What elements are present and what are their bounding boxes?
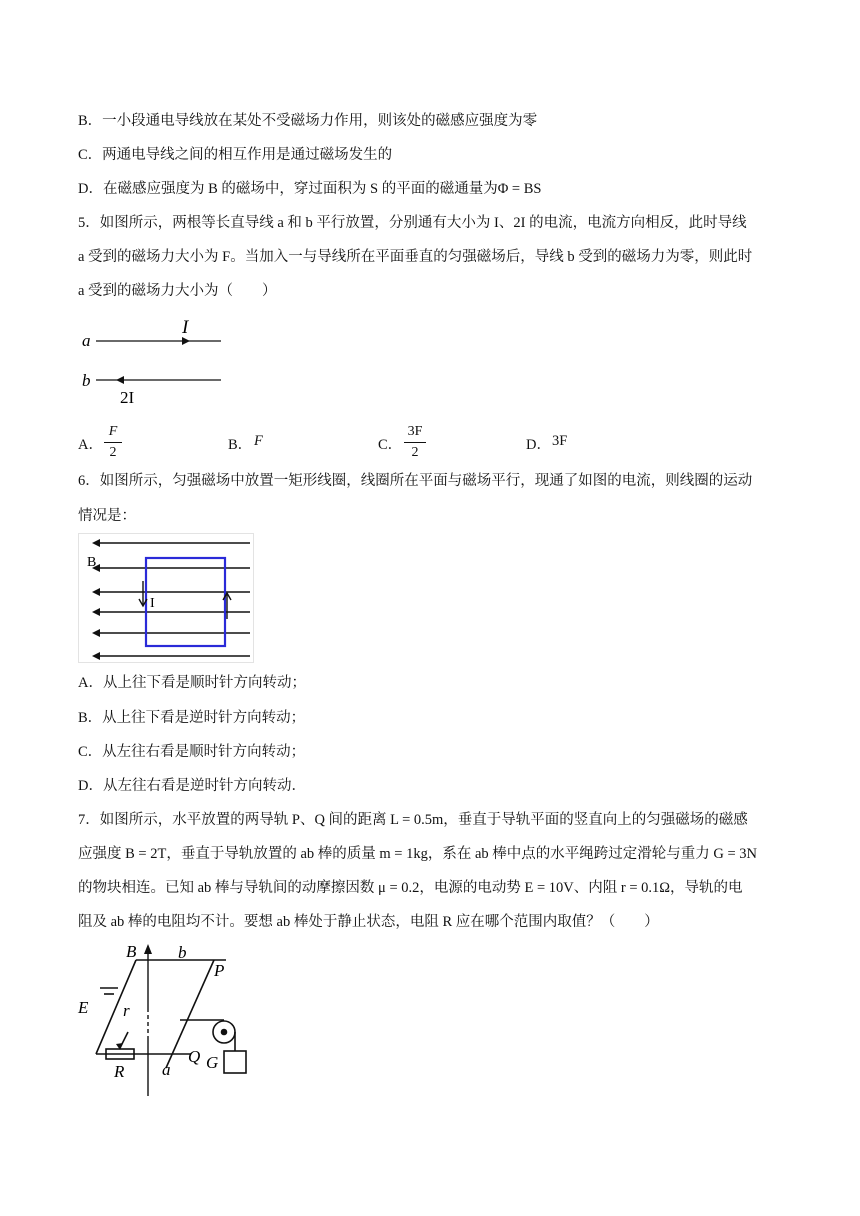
label-q-rail: Q <box>188 1047 201 1066</box>
option-a-label: A． <box>78 437 103 453</box>
q6-option-b[interactable]: B．从上往下看是逆时针方向转动； <box>78 710 306 726</box>
field-b-label: B <box>87 555 97 570</box>
q6-option-d[interactable]: D．从左往右看是逆时针方向转动． <box>78 778 306 794</box>
option-d-label: D． <box>526 437 551 453</box>
wire-b-label: b <box>82 371 91 390</box>
q6-stem-line-2: 情况是： <box>78 508 136 524</box>
q6-stem-line-1: 6．如图所示，匀强磁场中放置一矩形线圈，线圈所在平面与磁场平行，现通了如图的电流，则线圈的运动 <box>78 473 753 489</box>
label-r-internal: r <box>123 1001 130 1020</box>
wire-a-label: a <box>82 331 91 350</box>
q7-stem-line-3: 的物块相连。已知 ab 棒与导轨间的动摩擦因数 μ = 0.2，电源的电动势 E = 10V、内阻 r = 0.1Ω，导轨的电 <box>78 880 743 896</box>
option-c-numerator: 3F <box>407 424 423 439</box>
option-c-fraction <box>404 424 426 461</box>
option-c-denominator: 2 <box>411 445 419 460</box>
option-c-label: C． <box>378 437 403 453</box>
option-a-fraction <box>104 424 122 461</box>
option-a-numerator: F <box>108 424 118 439</box>
option-b-label: B． <box>228 437 253 453</box>
label-p-rail: P <box>214 961 225 980</box>
fraction-bar <box>404 442 426 443</box>
q7-stem-line-2: 应强度 B = 2T，垂直于导轨放置的 ab 棒的质量 m = 1kg，系在 ab 棒中点的水平绳跨过定滑轮与重力 G = 3N <box>78 846 758 862</box>
option-d-value: 3F <box>552 433 568 449</box>
q7-rail-circuit-figure <box>76 940 256 1096</box>
q7-stem-line-1: 7．如图所示，水平放置的两导轨 P、Q 间的距离 L = 0.5m，垂直于导轨平面的竖直向上的匀强磁场的磁感 <box>78 812 748 828</box>
q6-coil-figure <box>78 533 254 663</box>
q5-stem-line-2: a 受到的磁场力大小为 F。当加入一与导线所在平面垂直的匀强磁场后，导线 b 受到的磁场力为零，则此时 <box>78 249 753 265</box>
current-i-label: I <box>150 596 155 611</box>
label-g-block: G <box>206 1053 219 1072</box>
q5-stem-line-3: a 受到的磁场力大小为（ ） <box>78 283 277 299</box>
q5-stem-line-1: 5．如图所示，两根等长直导线 a 和 b 平行放置，分别通有大小为 I、2I 的电流，电流方向相反，此时导线 <box>78 215 747 231</box>
q6-option-c[interactable]: C．从左往右看是顺时针方向转动； <box>78 744 306 760</box>
label-b-field: B <box>126 942 137 961</box>
current-b-label: 2I <box>120 388 135 407</box>
q7-stem-line-4: 阻及 ab 棒的电阻均不计。要想 ab 棒处于静止状态，电阻 R 应在哪个范围内取值？（ ） <box>78 914 659 930</box>
option-b-value: F <box>254 433 263 449</box>
option-a-denominator: 2 <box>109 445 117 460</box>
current-a-label: I <box>182 317 189 338</box>
fraction-bar <box>104 442 122 443</box>
label-a-rod: a <box>162 1060 171 1079</box>
q4-option-c: C．两通电导线之间的相互作用是通过磁场发生的 <box>78 147 393 163</box>
q6-option-a[interactable]: A．从上往下看是顺时针方向转动； <box>78 675 306 691</box>
q5-options <box>78 424 778 464</box>
q4-option-b: B．一小段通电导线放在某处不受磁场力作用，则该处的磁感应强度为零 <box>78 113 538 129</box>
label-r-resistor: R <box>114 1062 125 1081</box>
q4-option-d: D．在磁感应强度为 B 的磁场中，穿过面积为 S 的平面的磁通量为Φ = BS <box>78 181 542 197</box>
label-b-rod: b <box>178 943 187 962</box>
q5-wire-figure <box>78 314 228 409</box>
label-e-battery: E <box>78 998 89 1017</box>
